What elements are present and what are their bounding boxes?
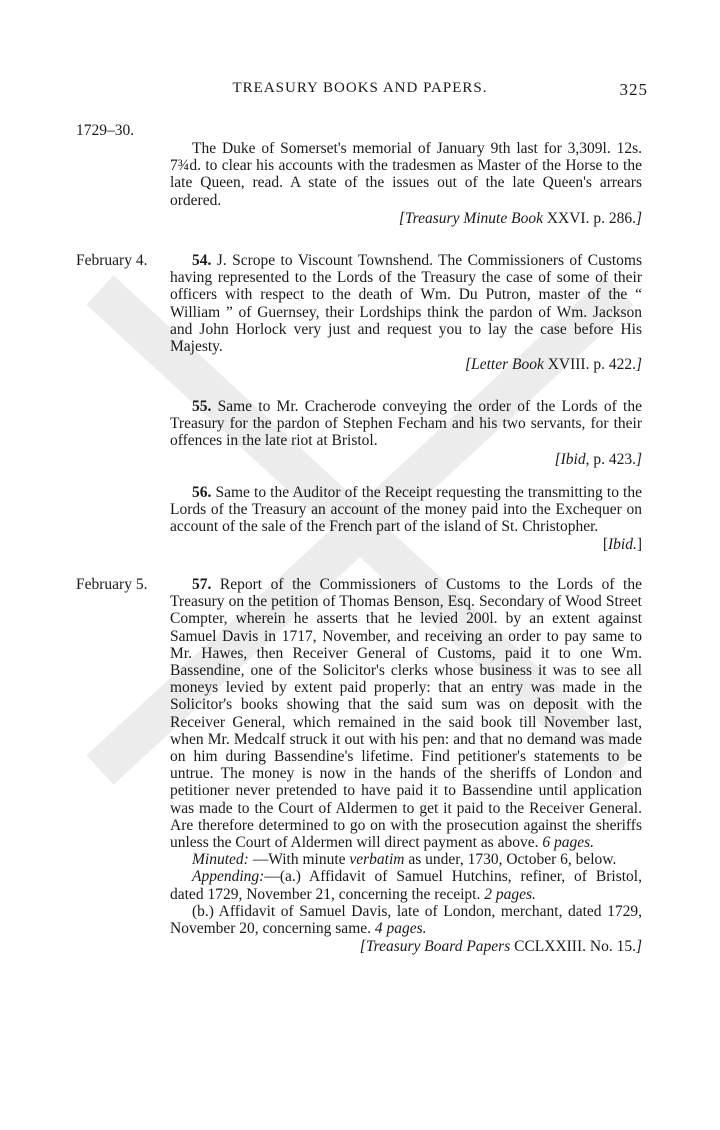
- entry-number: 54.: [192, 252, 212, 269]
- reference-location: , p. 423.: [585, 450, 636, 468]
- entry-reference: [Letter Book XVIII. p. 422.]: [465, 356, 642, 374]
- enclosure-label: (b.): [192, 902, 214, 920]
- appending-text: —(a.) Affidavit of Samuel Hutchins, refiner, of Bristol, dated 1729, November 21, concerning the receipt.: [170, 868, 642, 903]
- entry-reference: [Treasury Board Papers CCLXXIII. No. 15.]: [359, 938, 642, 956]
- entry-text: Report of the Commissioners of Customs to the Lords of the Treasury on the petition of Thomas Benson, Esq. Secondary of Wood Street Compter, wherein he asserts that he levied 200l. by an extent against Samuel Davis in 1717, November, and receiving an order to pay same to Mr. Hawes, then Receiver General of Customs, paid it to one Wm. Bassendine, one of the Solicitor's clerks whose business it was to see all moneys levied by extent paid properly: that an entry was made in the Solicitor's books showing that the said sum was on deposit with the Receiver General, which remained in the said book till November last, when Mr. Medcalf struck it out with his pen: and that no demand was made on him during Bassendine's lifetime. Find petitioner's statements to be untrue. The money is now in the hands of the sheriffs of London and petitioner never pretended to have paid it to Bassendine until application was made to the Court of Aldermen to get it paid to the Receiver General. Are therefore determined to go on with the prosecution against the sheriffs unless the Court of Aldermen will direct payment as above.: [170, 576, 642, 852]
- entry-somerset-memorial: [170, 140, 642, 227]
- minuted-text: —With minute: [248, 851, 350, 869]
- reference-source: Letter Book: [471, 356, 544, 374]
- entry-text: The Duke of Somerset's memorial of January 9th last for 3,309l. 12s. 7¾d. to clear his accounts with the tradesmen as Master of the Horse to the late Queen, read. A state of the issues out of the late Queen's arrears ordered.: [170, 140, 642, 209]
- entry-57: [170, 576, 642, 955]
- minuted-verbatim: verbatim: [349, 851, 405, 869]
- entry-number: 55.: [192, 398, 212, 415]
- entry-text: Same to Mr. Cracherode conveying the order of the Lords of the Treasury for the pardon of Stephen Fecham and his two servants, for their offences in the late riot at Bristol.: [170, 398, 642, 450]
- enclosure-text: Affidavit of Samuel Davis, late of London, merchant, dated 1729, November 20, concerning same.: [170, 902, 642, 938]
- appending-pages: 2 pages.: [484, 885, 536, 903]
- reference-location: CCLXXIII. No. 15.: [510, 938, 636, 956]
- entry-reference: [Ibid, p. 423.]: [554, 450, 642, 468]
- minuted-rest: as under, 1730, October 6, below.: [404, 851, 617, 869]
- enclosure-pages: 4 pages.: [374, 920, 427, 938]
- appending-label: Appending:: [192, 868, 265, 886]
- page-number: 325: [619, 80, 648, 99]
- entry-pages: 6 pages.: [542, 834, 595, 852]
- reference-source: Ibid.: [607, 535, 637, 553]
- entry-number: 56.: [192, 484, 212, 501]
- reference-source: Treasury Board Papers: [365, 938, 511, 956]
- entry-date: February 5.: [76, 576, 148, 593]
- entry-55: [170, 398, 642, 468]
- entry-date: February 4.: [76, 252, 148, 269]
- entry-text: Same to the Auditor of the Receipt requesting the transmitting to the Lords of the Treasury an account of the money paid into the Exchequer on account of the sale of the French part of the island of St. Christopher.: [170, 484, 642, 536]
- page-header-title: TREASURY BOOKS AND PAPERS.: [232, 80, 488, 96]
- reference-source: Ibid: [560, 450, 586, 468]
- entry-54: [170, 252, 642, 373]
- entry-reference: [Treasury Minute Book XXVI. p. 286.]: [398, 209, 642, 227]
- entry-56: [170, 484, 642, 553]
- entry-text: J. Scrope to Viscount Townshend. The Commissioners of Customs having represented to the Lords of the Treasury the case of some of their officers with respect to the death of Wm. Du Putron, master of the “ William ” of Guernsey, their Lordships think the pardon of Wm. Jackson and John Horlock very just and request you to lay the case before His Majesty.: [170, 252, 642, 356]
- entry-reference: [Ibid.]: [602, 535, 642, 553]
- entry-number: 57.: [192, 576, 212, 593]
- reference-location: XXVI. p. 286.: [542, 209, 636, 227]
- entry-date: 1729–30.: [76, 122, 135, 139]
- minuted-label: Minuted:: [192, 851, 249, 869]
- reference-source: Treasury Minute Book: [404, 209, 543, 227]
- reference-location: XVIII. p. 422.: [543, 356, 636, 374]
